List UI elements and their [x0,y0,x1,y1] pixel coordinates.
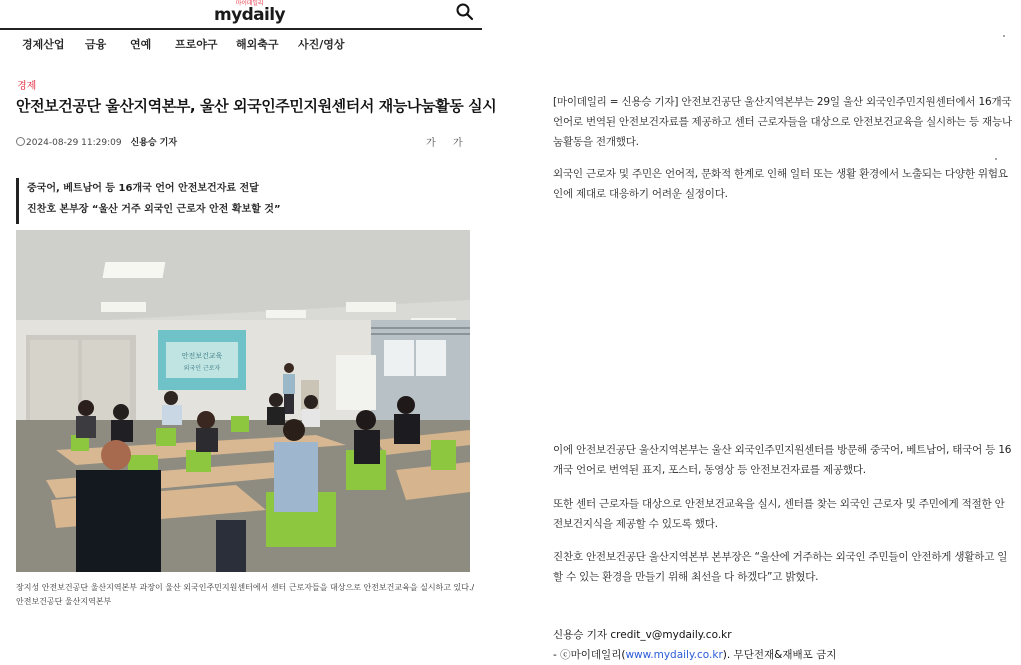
site-header [0,0,482,30]
body-paragraph-5: 진찬호 안전보건공단 울산지역본부 본부장은 “울산에 거주하는 외국인 주민들이 안전하게 생활하고 일할 수 있는 환경을 만들기 위해 최선을 다 하겠다”고 밝혔다. [553,551,1008,583]
byline-author-email: 신용승 기자 credit_v@mydaily.co.kr [553,629,732,641]
clock-icon [16,137,25,146]
subtitle-line: 진찬호 본부장 “울산 거주 외국인 근로자 안전 확보할 것” [27,204,281,215]
nav-item-entertainment[interactable]: 연예 [130,38,152,51]
nav-item-photo-video[interactable]: 사진/영상 [298,38,345,51]
nav-item-football[interactable]: 해외축구 [236,38,279,51]
article-subtitles [16,178,473,224]
font-size-controls [426,134,477,149]
nav-item-economy[interactable]: 경제산업 [22,38,65,51]
scan-speck [995,158,997,160]
site-logo[interactable] [214,0,285,24]
body-paragraph-1: [마이데일리 = 신용승 기자] 안전보건공단 울산지역본부는 29일 울산 외국인주민지원센터에서 16개국 언어로 번역된 안전보건자료를 제공하고 센터 근로자들을 대상으로 안전보건교육을 실시하는 등 재능나눔활동을 전개했다. [553,96,1012,148]
screen-text-2: 외국인 근로자 [183,365,221,372]
article-meta [16,135,177,148]
publish-date: 2024-08-29 11:29:09 [26,138,122,148]
photo-caption: 장지성 안전보건공단 울산지역본부 과장이 울산 외국인주민지원센터에서 센터 근로자들을 대상으로 안전보건교육을 실시하고 있다./안전보건공단 울산지역본부 [16,583,475,606]
scan-speck [1003,35,1005,37]
article-photo [16,230,470,572]
body-paragraph-3: 이에 안전보건공단 울산지역본부는 울산 외국인주민지원센터를 방문해 중국어, 베트남어, 태국어 등 16개국 언어로 번역된 표지, 포스터, 동영상 등 안전보건자료를 제공했다. [553,444,1012,476]
article-author: 신용승 기자 [130,138,178,148]
copyright-suffix: ). 무단전재&재배포 금지 [722,649,837,661]
screen-text-1: 안전보건교육 [181,352,223,360]
article-page [0,0,497,665]
copyright-line [553,645,836,665]
body-paragraph-4: 또한 센터 근로자들 대상으로 안전보건교육을 실시, 센터를 찾는 외국인 근로자 및 주민에게 적절한 안전보건지식을 제공할 수 있도록 했다. [553,498,1005,530]
font-smaller-button[interactable]: 가 [426,138,436,149]
subtitle-line: 중국어, 베트남어 등 16개국 언어 안전보건자료 전달 [27,183,259,194]
article-byline [553,625,836,665]
nav-item-baseball[interactable]: 프로야구 [175,38,218,51]
article-headline: 안전보건공단 울산지역본부, 울산 외국인주민지원센터서 재능나눔활동 실시 [16,97,497,115]
nav-item-finance[interactable]: 금융 [85,38,107,51]
logo-tagline: 마이데일리 [235,0,264,7]
logo-wordmark: mydaily [214,5,285,25]
copyright-prefix: - ⓒ마이데일리( [553,649,626,661]
site-link[interactable]: www.mydaily.co.kr [625,649,723,661]
font-larger-button[interactable]: 가 [452,138,463,149]
search-icon[interactable] [455,2,475,22]
body-paragraph-2: 외국인 근로자 및 주민은 언어적, 문화적 한계로 인해 일터 또는 생활 환경에서 노출되는 다양한 위험요인에 제대로 대응하기 어려운 실정이다. [553,168,1008,200]
article-category[interactable]: 경제 [17,81,37,92]
